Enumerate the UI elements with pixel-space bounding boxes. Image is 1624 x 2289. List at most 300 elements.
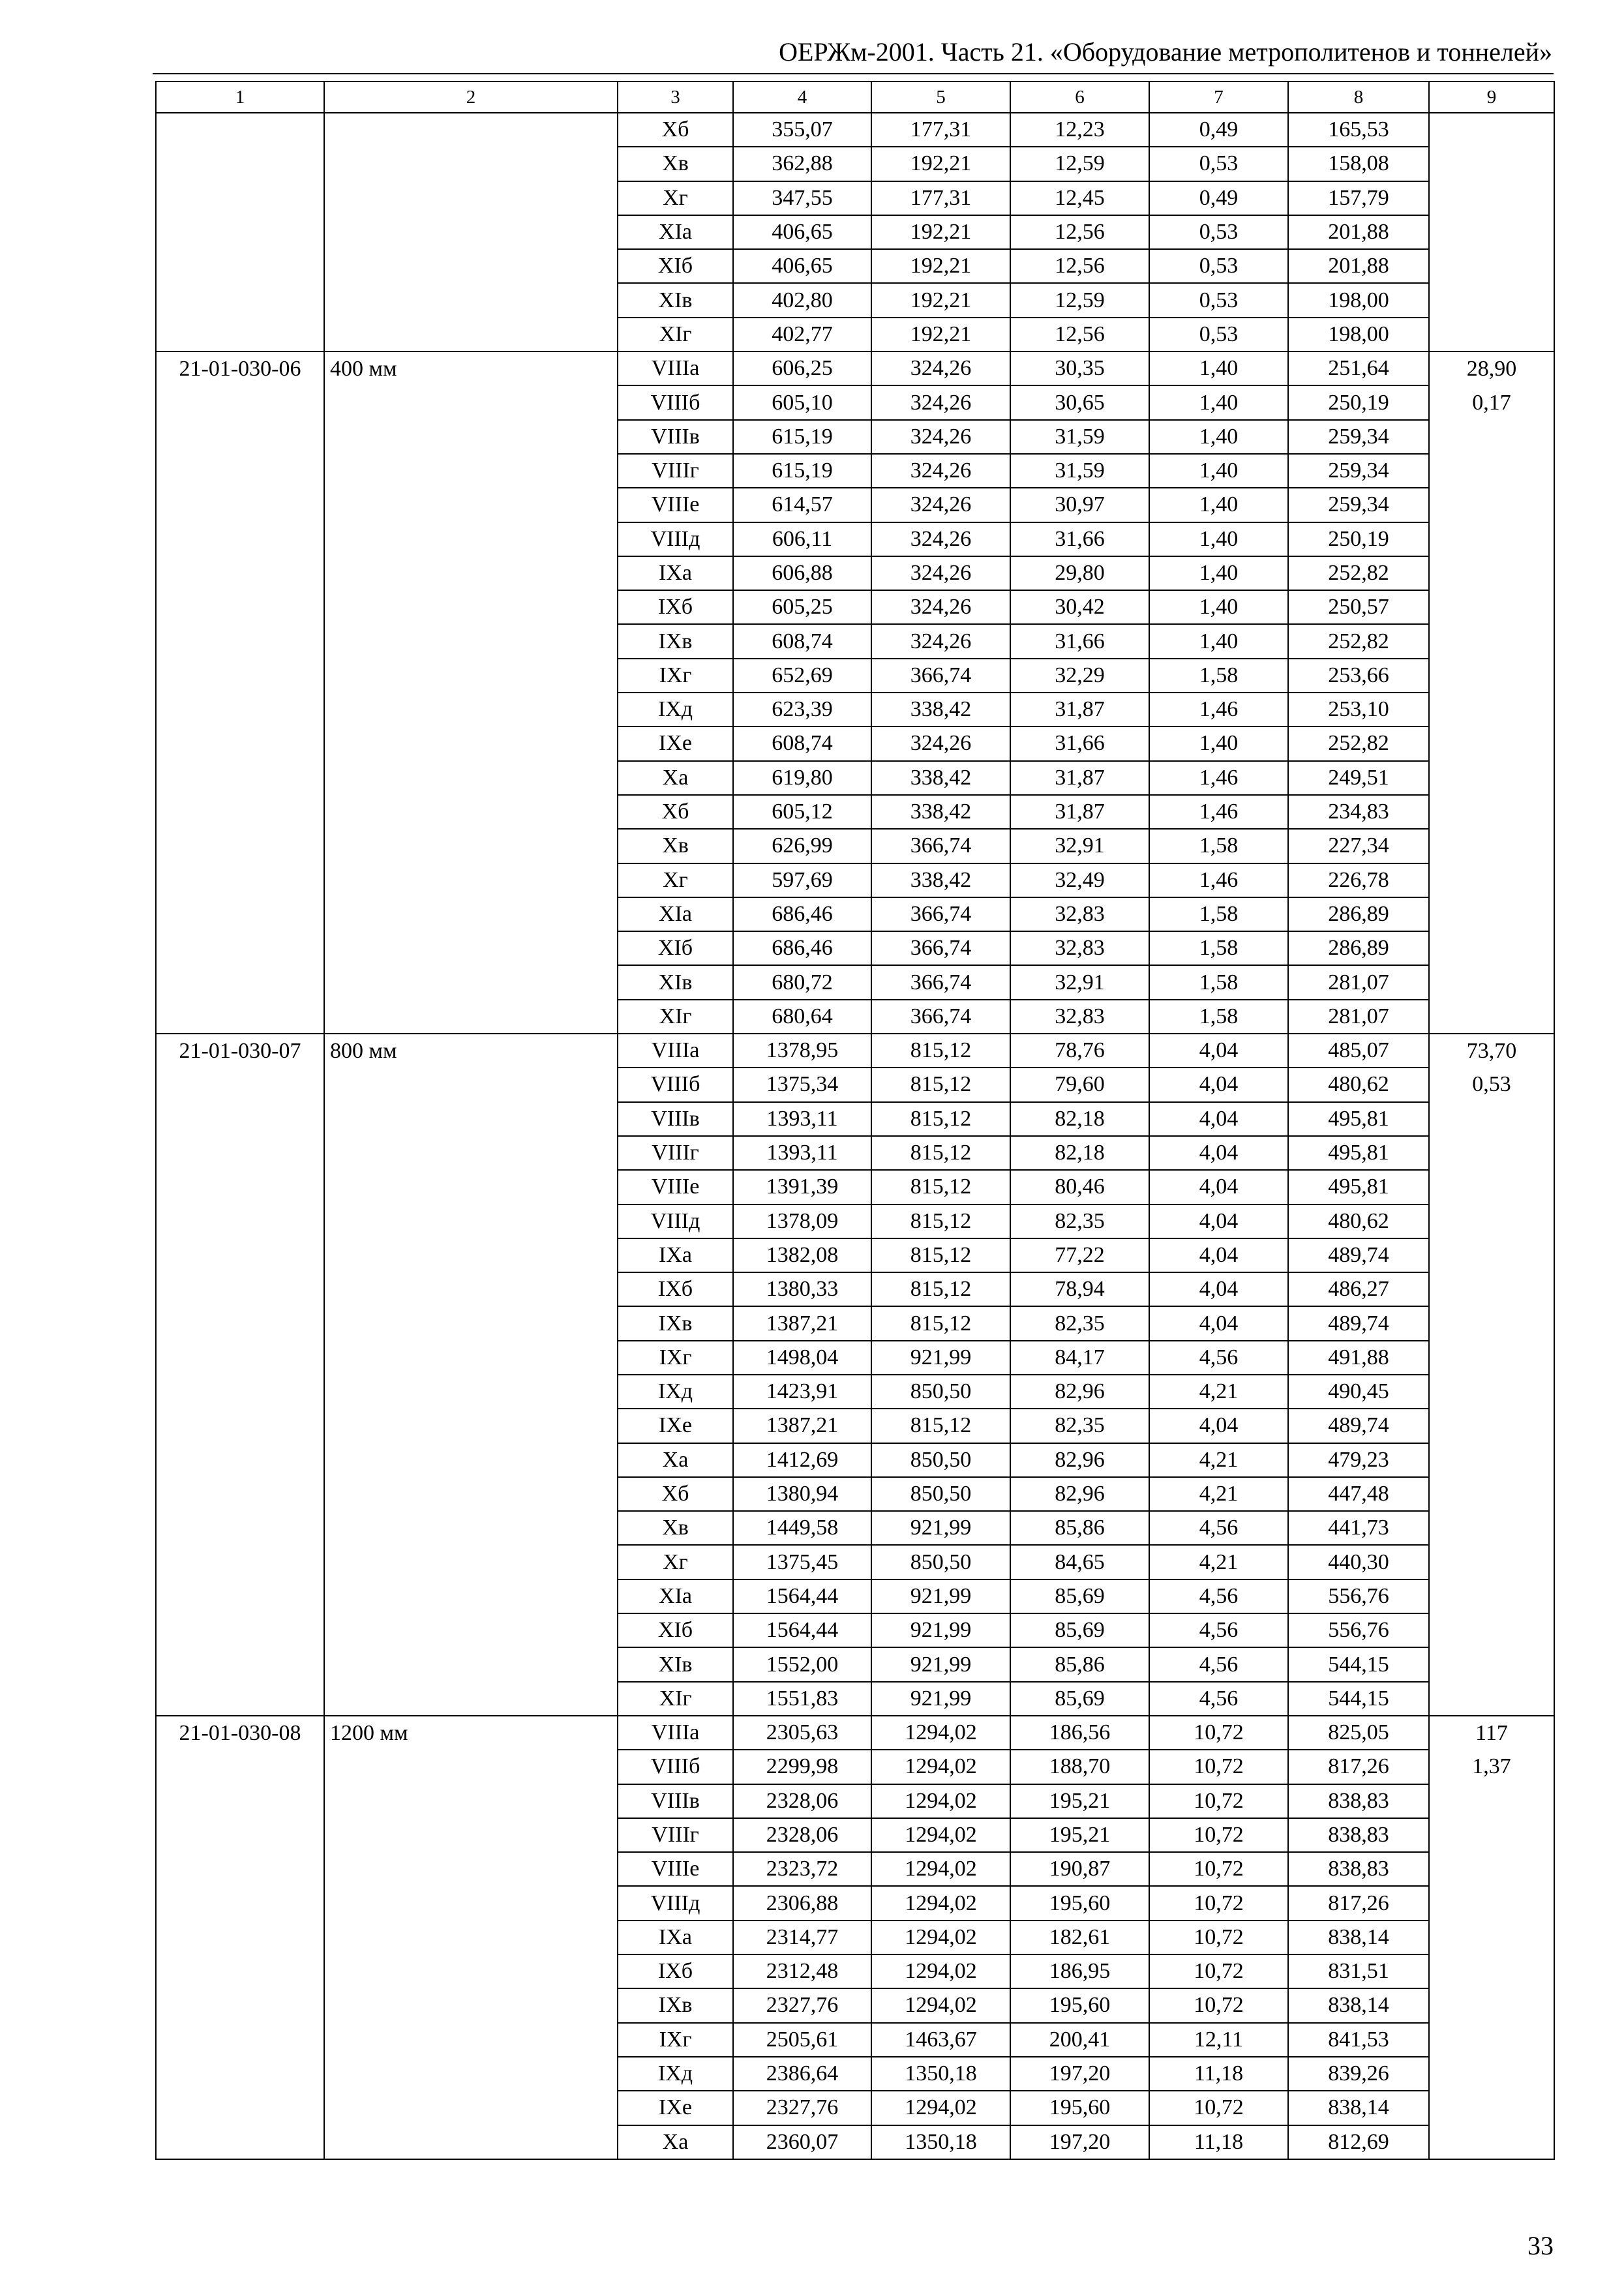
table-row (156, 385, 1554, 419)
table-cell: 2312,48 (733, 1954, 871, 1988)
table-cell: 195,60 (1010, 1988, 1149, 2022)
table-cell: 0,17 (1429, 385, 1554, 419)
table-cell: 812,69 (1288, 2125, 1429, 2159)
table-cell (1429, 1545, 1554, 1579)
table-cell (156, 1443, 324, 1477)
table-cell: 4,04 (1149, 1170, 1288, 1204)
table-cell (1429, 1818, 1554, 1852)
table-cell (324, 1375, 618, 1409)
price-table (155, 81, 1555, 2160)
table-cell: 838,14 (1288, 1921, 1429, 1954)
table-cell: 4,56 (1149, 1682, 1288, 1716)
table-cell: VIIIд (618, 1204, 733, 1238)
table-cell: VIIIд (618, 1886, 733, 1920)
table-cell: 1,40 (1149, 420, 1288, 454)
table-cell: 597,69 (733, 863, 871, 897)
table-cell: 31,59 (1010, 454, 1149, 488)
table-cell (1429, 522, 1554, 556)
table-cell (324, 965, 618, 999)
table-cell: ХIа (618, 1579, 733, 1613)
table-cell: 921,99 (871, 1511, 1010, 1545)
table-cell: 1200 мм (324, 1716, 618, 1750)
table-cell (1429, 624, 1554, 658)
table-cell (1429, 2091, 1554, 2125)
table-cell: 686,46 (733, 897, 871, 931)
table-cell (156, 147, 324, 181)
table-cell: 85,69 (1010, 1613, 1149, 1647)
table-cell: 82,96 (1010, 1443, 1149, 1477)
table-cell: 1294,02 (871, 1818, 1010, 1852)
table-cell (324, 1613, 618, 1647)
table-cell: Ха (618, 1443, 733, 1477)
table-cell (1429, 1682, 1554, 1716)
table-cell (1429, 113, 1554, 147)
table-cell (324, 931, 618, 965)
table-cell: ХIб (618, 931, 733, 965)
table-cell (1429, 590, 1554, 624)
table-cell (324, 454, 618, 488)
table-cell: 0,49 (1149, 113, 1288, 147)
table-cell: Хб (618, 1477, 733, 1511)
table-row (156, 1682, 1554, 1716)
table-cell (324, 726, 618, 760)
column-number-cell: 5 (871, 82, 1010, 113)
table-cell (1429, 829, 1554, 863)
column-number-cell: 7 (1149, 82, 1288, 113)
table-cell: 1294,02 (871, 1921, 1010, 1954)
table-cell: 192,21 (871, 215, 1010, 249)
table-cell: 250,19 (1288, 522, 1429, 556)
table-cell: 12,11 (1149, 2023, 1288, 2057)
table-cell: 1,46 (1149, 761, 1288, 795)
table-cell: 11,18 (1149, 2057, 1288, 2091)
table-cell: Хг (618, 181, 733, 215)
table-cell: 490,45 (1288, 1375, 1429, 1409)
table-cell: ХIг (618, 1000, 733, 1034)
table-cell: 0,49 (1149, 181, 1288, 215)
table-cell: VIIIа (618, 1034, 733, 1068)
table-cell: 680,72 (733, 965, 871, 999)
table-cell: 1294,02 (871, 1750, 1010, 1784)
table-cell: IХб (618, 1954, 733, 1988)
table-cell: 1,46 (1149, 693, 1288, 726)
table-row (156, 454, 1554, 488)
table-cell: 198,00 (1288, 283, 1429, 317)
table-cell: 2299,98 (733, 1750, 871, 1784)
table-cell: 12,45 (1010, 181, 1149, 215)
table-cell: 32,49 (1010, 863, 1149, 897)
table-cell: 259,34 (1288, 488, 1429, 522)
table-cell: 1387,21 (733, 1409, 871, 1443)
table-cell: 77,22 (1010, 1238, 1149, 1272)
table-cell (156, 215, 324, 249)
table-cell: IХе (618, 726, 733, 760)
table-cell: 250,19 (1288, 385, 1429, 419)
table-cell (324, 2023, 618, 2057)
table-cell: 366,74 (871, 659, 1010, 693)
table-cell (156, 829, 324, 863)
page-header: ОЕРЖм-2001. Часть 21. «Оборудование метрополитенов и тоннелей» (779, 37, 1552, 67)
table-row (156, 181, 1554, 215)
table-cell: 2386,64 (733, 2057, 871, 2091)
table-cell: 0,53 (1149, 283, 1288, 317)
table-cell: 192,21 (871, 283, 1010, 317)
table-cell: 2328,06 (733, 1818, 871, 1852)
table-cell (324, 249, 618, 283)
table-cell (156, 1272, 324, 1306)
table-cell: 165,53 (1288, 113, 1429, 147)
table-cell: 1,40 (1149, 726, 1288, 760)
table-cell (1429, 2023, 1554, 2057)
table-cell: 250,57 (1288, 590, 1429, 624)
table-cell: 31,87 (1010, 761, 1149, 795)
table-cell (1429, 1988, 1554, 2022)
table-cell: 4,56 (1149, 1579, 1288, 1613)
table-row (156, 1136, 1554, 1170)
table-cell: 2314,77 (733, 1921, 871, 1954)
table-cell: 200,41 (1010, 2023, 1149, 2057)
table-row (156, 352, 1554, 385)
table-cell (324, 693, 618, 726)
table-cell: 489,74 (1288, 1409, 1429, 1443)
table-cell: 227,34 (1288, 829, 1429, 863)
table-cell: ХIб (618, 249, 733, 283)
table-row (156, 897, 1554, 931)
table-row (156, 1852, 1554, 1886)
table-cell: 82,35 (1010, 1409, 1149, 1443)
table-cell: Хв (618, 829, 733, 863)
table-cell: 626,99 (733, 829, 871, 863)
table-cell (156, 2125, 324, 2159)
table-cell: IХг (618, 659, 733, 693)
table-cell: 652,69 (733, 659, 871, 693)
table-cell: Хб (618, 795, 733, 829)
table-cell: 32,83 (1010, 931, 1149, 965)
table-cell: 186,95 (1010, 1954, 1149, 1988)
table-row (156, 1238, 1554, 1272)
table-cell: 406,65 (733, 249, 871, 283)
table-cell: 12,56 (1010, 215, 1149, 249)
table-cell: VIIIг (618, 1818, 733, 1852)
table-cell: 4,56 (1149, 1341, 1288, 1375)
table-cell: 556,76 (1288, 1579, 1429, 1613)
table-cell: 324,26 (871, 590, 1010, 624)
table-cell (324, 420, 618, 454)
table-cell: 253,10 (1288, 693, 1429, 726)
table-cell: 838,83 (1288, 1818, 1429, 1852)
table-cell: 195,60 (1010, 1886, 1149, 1920)
table-cell: 479,23 (1288, 1443, 1429, 1477)
table-cell: 192,21 (871, 249, 1010, 283)
table-cell (156, 863, 324, 897)
table-cell: 12,59 (1010, 283, 1149, 317)
table-row (156, 1170, 1554, 1204)
table-cell (156, 1375, 324, 1409)
table-row (156, 1272, 1554, 1306)
table-cell (324, 1341, 618, 1375)
table-cell (156, 1545, 324, 1579)
table-cell (156, 2091, 324, 2125)
table-cell (324, 1102, 618, 1136)
table-cell: 324,26 (871, 624, 1010, 658)
table-row (156, 147, 1554, 181)
table-cell (1429, 931, 1554, 965)
table-cell: IХг (618, 2023, 733, 2057)
table-cell (324, 2091, 618, 2125)
table-cell: IХд (618, 2057, 733, 2091)
table-cell: 4,21 (1149, 1545, 1288, 1579)
table-cell: 1380,33 (733, 1272, 871, 1306)
table-cell: ХIг (618, 318, 733, 352)
table-cell (324, 1886, 618, 1920)
table-cell (1429, 1511, 1554, 1545)
table-cell: VIIIв (618, 420, 733, 454)
table-cell: 366,74 (871, 829, 1010, 863)
table-cell (1429, 283, 1554, 317)
table-cell (324, 1750, 618, 1784)
table-cell (324, 1579, 618, 1613)
table-cell: 1,46 (1149, 863, 1288, 897)
table-row (156, 590, 1554, 624)
table-cell (156, 1341, 324, 1375)
table-cell: Хг (618, 863, 733, 897)
table-cell: 259,34 (1288, 420, 1429, 454)
table-cell: 1,58 (1149, 931, 1288, 965)
table-cell: IХв (618, 1988, 733, 2022)
table-cell: 4,56 (1149, 1511, 1288, 1545)
table-cell: IХа (618, 556, 733, 590)
table-cell: 623,39 (733, 693, 871, 726)
table-cell: 259,34 (1288, 454, 1429, 488)
table-cell: 1,40 (1149, 352, 1288, 385)
table-cell: 2360,07 (733, 2125, 871, 2159)
table-cell (156, 1136, 324, 1170)
table-cell: 192,21 (871, 318, 1010, 352)
table-cell: 10,72 (1149, 1716, 1288, 1750)
table-row (156, 488, 1554, 522)
table-cell: 366,74 (871, 897, 1010, 931)
table-cell (156, 1954, 324, 1988)
table-cell (156, 556, 324, 590)
table-cell: 4,56 (1149, 1647, 1288, 1681)
table-row (156, 1409, 1554, 1443)
table-cell: 366,74 (871, 931, 1010, 965)
table-row (156, 624, 1554, 658)
table-cell (1429, 454, 1554, 488)
table-cell: VIIIд (618, 522, 733, 556)
table-cell (324, 1477, 618, 1511)
table-cell (324, 113, 618, 147)
table-cell: 30,97 (1010, 488, 1149, 522)
table-cell (156, 1068, 324, 1101)
table-row (156, 1545, 1554, 1579)
table-cell: 2328,06 (733, 1784, 871, 1818)
table-cell: 4,04 (1149, 1068, 1288, 1101)
table-cell: 605,10 (733, 385, 871, 419)
table-cell (324, 1682, 618, 1716)
table-cell: 12,23 (1010, 113, 1149, 147)
table-cell: 2323,72 (733, 1852, 871, 1886)
table-cell: 12,56 (1010, 318, 1149, 352)
table-cell: 252,82 (1288, 556, 1429, 590)
table-cell (324, 1306, 618, 1340)
table-cell: 1564,44 (733, 1613, 871, 1647)
table-cell: 485,07 (1288, 1034, 1429, 1068)
table-cell (1429, 1000, 1554, 1034)
table-cell: 21-01-030-08 (156, 1716, 324, 1750)
table-row (156, 1750, 1554, 1784)
table-row (156, 931, 1554, 965)
table-row (156, 1886, 1554, 1920)
table-row (156, 2091, 1554, 2125)
table-cell: 921,99 (871, 1613, 1010, 1647)
table-cell (1429, 1613, 1554, 1647)
table-cell: 1,58 (1149, 897, 1288, 931)
table-cell: 1,40 (1149, 556, 1288, 590)
table-cell: 30,35 (1010, 352, 1149, 385)
table-cell: ХIв (618, 965, 733, 999)
table-cell: 838,83 (1288, 1852, 1429, 1886)
table-cell: 226,78 (1288, 863, 1429, 897)
table-cell (156, 1818, 324, 1852)
table-cell: 4,04 (1149, 1238, 1288, 1272)
table-cell (324, 897, 618, 931)
table-cell: 1552,00 (733, 1647, 871, 1681)
column-number-cell: 4 (733, 82, 871, 113)
table-cell: 85,69 (1010, 1579, 1149, 1613)
table-cell (156, 2057, 324, 2091)
table-cell: VIIIб (618, 1750, 733, 1784)
table-cell: 195,21 (1010, 1784, 1149, 1818)
table-cell: 1,40 (1149, 454, 1288, 488)
table-cell: 1463,67 (871, 2023, 1010, 2057)
table-cell: 338,42 (871, 693, 1010, 726)
table-cell: 366,74 (871, 965, 1010, 999)
table-cell (156, 283, 324, 317)
table-cell: 31,66 (1010, 522, 1149, 556)
table-cell: 82,96 (1010, 1477, 1149, 1511)
table-cell: 32,83 (1010, 897, 1149, 931)
table-cell: 402,80 (733, 283, 871, 317)
table-cell: 362,88 (733, 147, 871, 181)
table-cell: 177,31 (871, 113, 1010, 147)
table-cell (156, 385, 324, 419)
column-number-cell: 2 (324, 82, 618, 113)
table-row (156, 113, 1554, 147)
table-cell: 10,72 (1149, 1818, 1288, 1852)
table-cell: 324,26 (871, 726, 1010, 760)
table-cell: 1378,09 (733, 1204, 871, 1238)
table-cell: VIIIб (618, 385, 733, 419)
table-cell: 495,81 (1288, 1170, 1429, 1204)
table-cell: 82,35 (1010, 1306, 1149, 1340)
table-cell (324, 488, 618, 522)
table-cell: 252,82 (1288, 624, 1429, 658)
table-cell (1429, 761, 1554, 795)
table-cell: 10,72 (1149, 1954, 1288, 1988)
table-row (156, 659, 1554, 693)
table-cell (156, 181, 324, 215)
table-cell: 1498,04 (733, 1341, 871, 1375)
table-row (156, 522, 1554, 556)
table-cell (324, 2057, 618, 2091)
table-cell (1429, 1784, 1554, 1818)
table-row (156, 1613, 1554, 1647)
table-cell (156, 795, 324, 829)
table-cell (324, 522, 618, 556)
table-cell (324, 1954, 618, 1988)
table-row (156, 1068, 1554, 1101)
table-cell (1429, 2057, 1554, 2091)
table-cell: 815,12 (871, 1034, 1010, 1068)
table-cell: 21-01-030-07 (156, 1034, 324, 1068)
table-cell (1429, 2125, 1554, 2159)
table-cell (156, 113, 324, 147)
table-row (156, 1579, 1554, 1613)
table-cell (1429, 1102, 1554, 1136)
table-cell: 78,94 (1010, 1272, 1149, 1306)
table-cell: 338,42 (871, 761, 1010, 795)
table-cell (1429, 897, 1554, 931)
table-cell: 157,79 (1288, 181, 1429, 215)
table-row (156, 1716, 1554, 1750)
column-number-cell: 3 (618, 82, 733, 113)
table-cell: 286,89 (1288, 897, 1429, 931)
table-cell: 32,91 (1010, 965, 1149, 999)
table-cell: 815,12 (871, 1204, 1010, 1238)
table-cell: 366,74 (871, 1000, 1010, 1034)
table-cell: 614,57 (733, 488, 871, 522)
table-cell: 1449,58 (733, 1511, 871, 1545)
table-cell (324, 1204, 618, 1238)
table-cell: 84,17 (1010, 1341, 1149, 1375)
table-cell: 31,87 (1010, 795, 1149, 829)
table-cell: 480,62 (1288, 1068, 1429, 1101)
table-cell: 1,58 (1149, 829, 1288, 863)
table-cell (1429, 249, 1554, 283)
table-cell: 1294,02 (871, 1716, 1010, 1750)
table-row (156, 1818, 1554, 1852)
table-row (156, 2023, 1554, 2057)
table-cell: IХг (618, 1341, 733, 1375)
table-cell: 4,04 (1149, 1102, 1288, 1136)
table-cell: 489,74 (1288, 1238, 1429, 1272)
table-cell: 197,20 (1010, 2125, 1149, 2159)
table-cell: 324,26 (871, 522, 1010, 556)
table-cell: 1,40 (1149, 624, 1288, 658)
table-cell (324, 1647, 618, 1681)
table-cell: 21-01-030-06 (156, 352, 324, 385)
table-row (156, 1511, 1554, 1545)
table-cell (1429, 1647, 1554, 1681)
table-row (156, 726, 1554, 760)
table-cell: 680,64 (733, 1000, 871, 1034)
table-cell (156, 249, 324, 283)
table-cell: 2327,76 (733, 2091, 871, 2125)
table-cell (1429, 318, 1554, 352)
table-row (156, 2125, 1554, 2159)
table-cell: 1,46 (1149, 795, 1288, 829)
table-cell: 4,04 (1149, 1272, 1288, 1306)
table-cell (156, 1886, 324, 1920)
table-cell: 406,65 (733, 215, 871, 249)
table-cell: 32,91 (1010, 829, 1149, 863)
table-cell (324, 1921, 618, 1954)
table-cell: 201,88 (1288, 215, 1429, 249)
table-cell: 1380,94 (733, 1477, 871, 1511)
table-cell: 1375,34 (733, 1068, 871, 1101)
table-cell: 11,18 (1149, 2125, 1288, 2159)
